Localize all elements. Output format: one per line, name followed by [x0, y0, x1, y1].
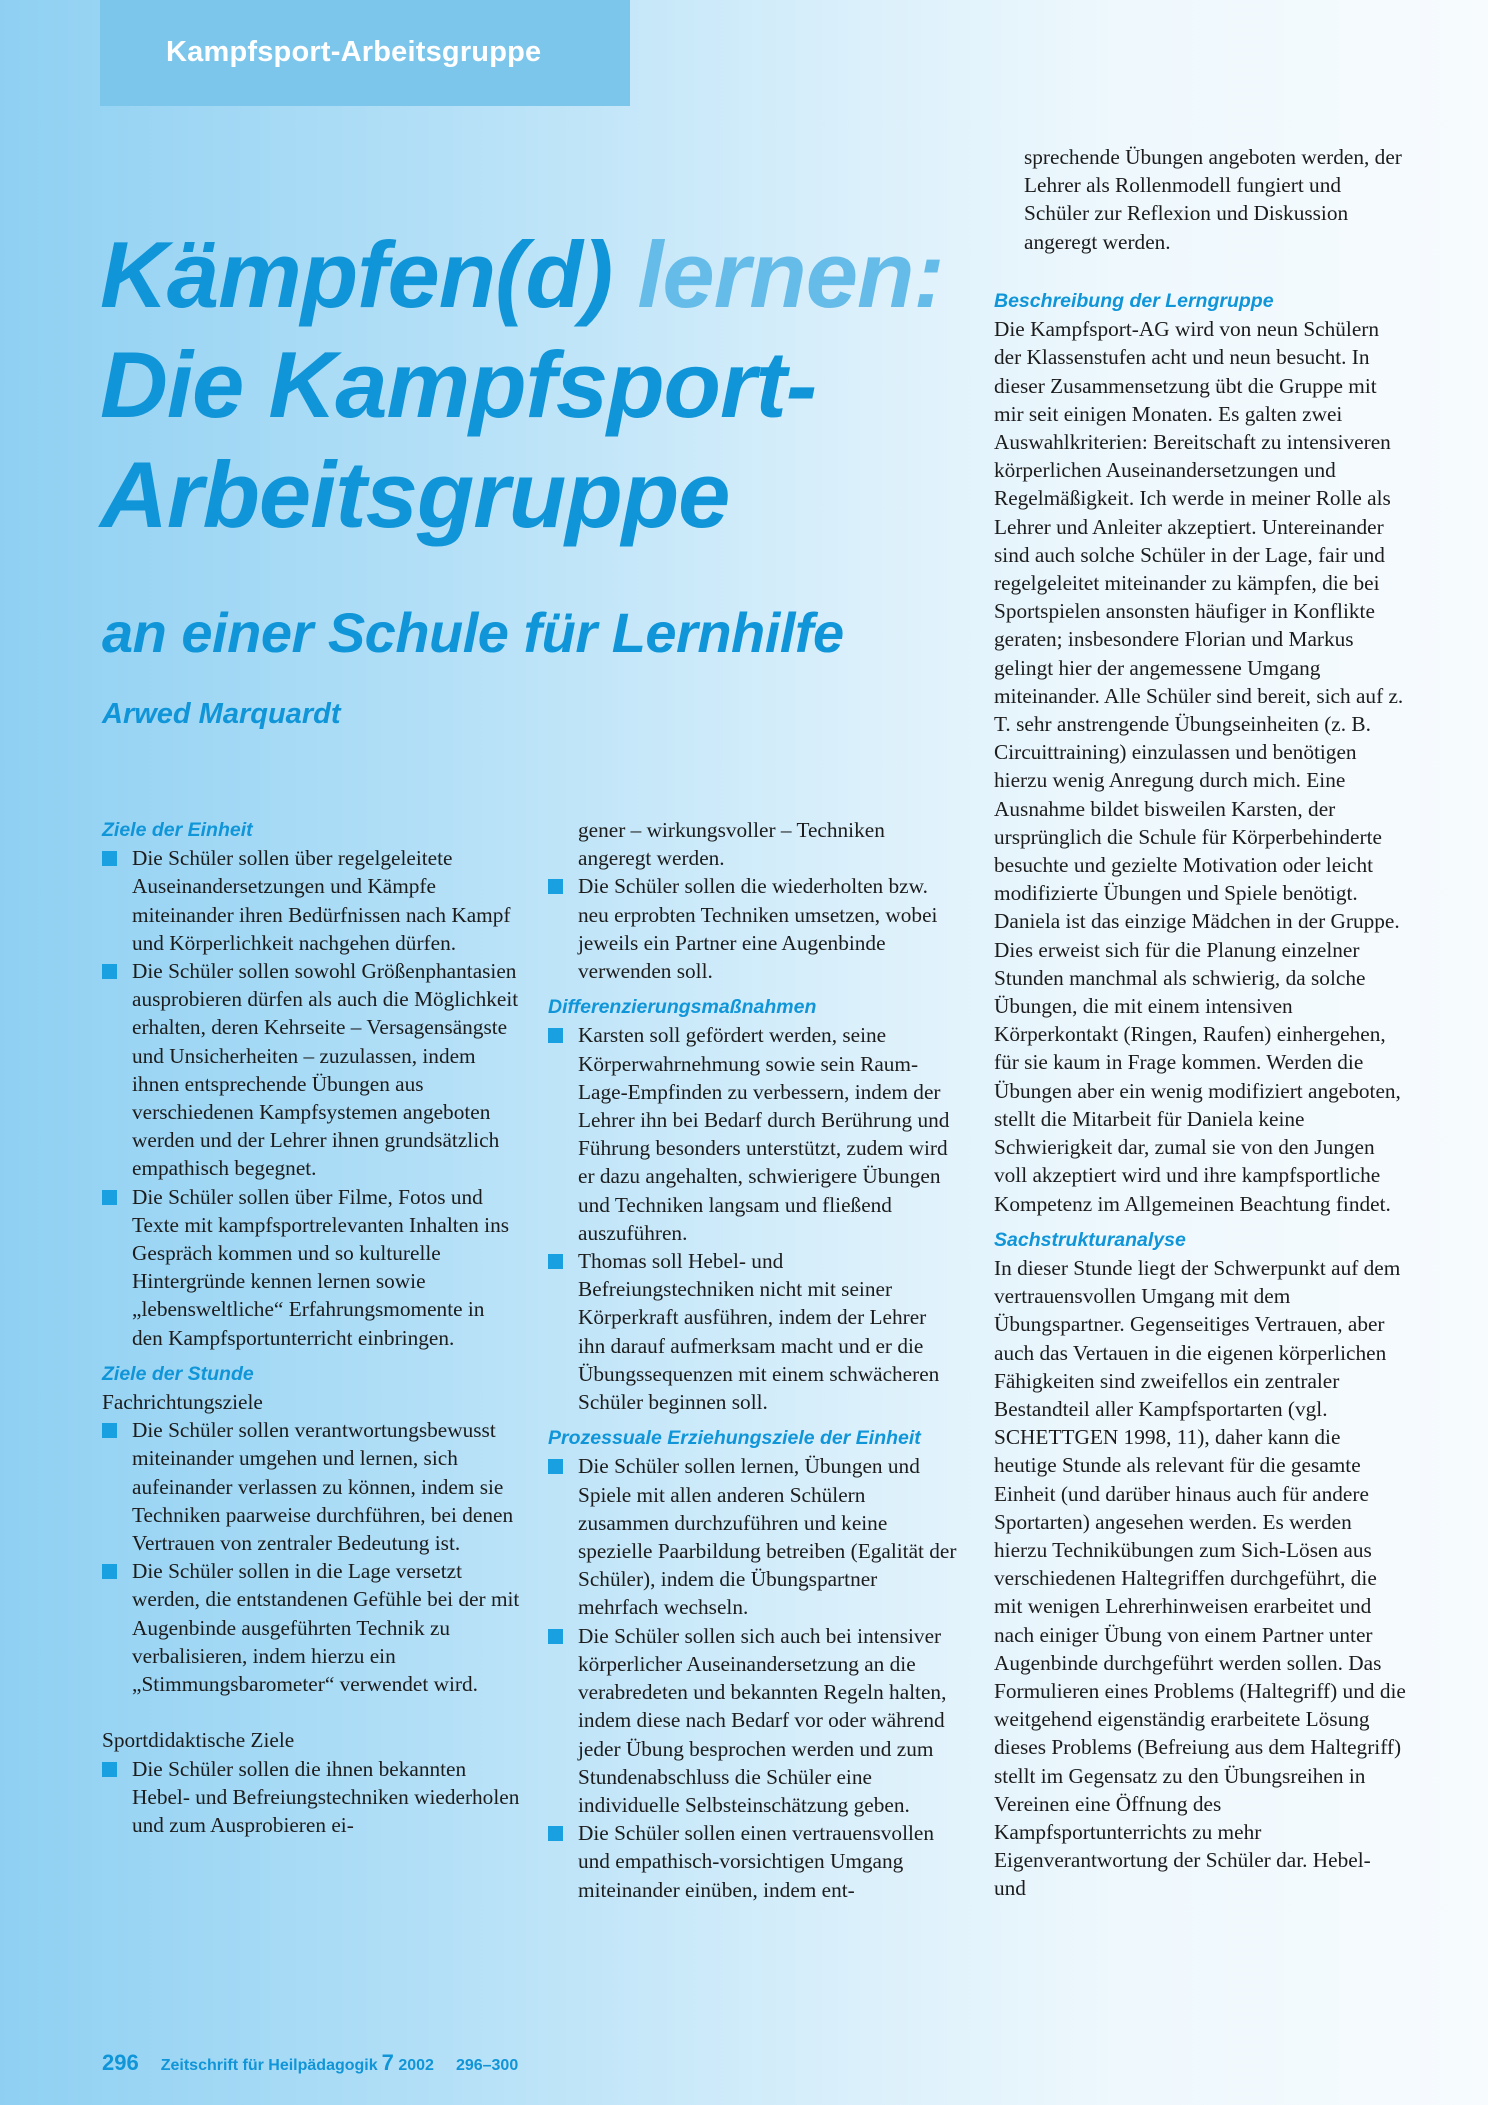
article-title [100, 220, 944, 550]
list-item: Die Schüler sollen sowohl Größenphantasien ausprobieren dürfen als auch die Möglichkeit erhalten, deren Kehrseite – Versagensängste und Unsicherheiten – zuzulassen, indem ihnen entsprechende Übungen aus verschiedenen Kampfsystemen angeboten werden und der Lehrer ihnen grundsätzlich empathisch begegnet. [102, 957, 520, 1183]
page-footer [102, 2050, 518, 2076]
paragraph-beschreibung-2: Daniela ist das einzige Mädchen in der Gruppe. Dies erweist sich für die Planung einzelner Stunden manchmal als schwierig, da solche Übungen, die mit einem intensiven Körperkontakt (Ringen, Raufen) einhergehen, für sie kaum in Frage kommen. Werden die Übungen aber ein wenig modifiziert angeboten, stellt die Mitarbeit für Daniela keine Schwierigkeit dar, zumal sie von den Jungen voll akzeptiert wird und ihre kampfsportliche Kompetenz im Allgemeinen Beachtung findet. [994, 909, 1401, 1216]
journal-name: Zeitschrift für Heilpädagogik [160, 2057, 378, 2074]
list-item: Die Schüler sollen sich auch bei intensiver körperlicher Auseinandersetzung an die verabredeten und bekannten Regeln halten, indem diese nach Bedarf vor oder während jeder Übung besprochen werden und zum Stundenabschluss die Schüler eine individuelle Selbsteinschätzung geben. [548, 1622, 958, 1819]
text-column-3 [994, 287, 1406, 1903]
list-item: Karsten soll gefördert werden, seine Körperwahrnehmung sowie sein Raum-Lage-Empfinden zu verbessern, indem der Lehrer ihn bei Bedarf durch Berührung und Führung besonders unterstützt, zudem wird er dazu angehalten, schwierigere Übungen und Techniken langsam und fließend auszuführen. [548, 1021, 958, 1247]
article-subtitle: an einer Schule für Lernhilfe [102, 601, 844, 664]
paragraph-beschreibung-1: Die Kampfsport-AG wird von neun Schülern der Klassenstufen acht und neun besucht. In dieser Zusammensetzung übt die Gruppe mit mir seit einigen Monaten. Es galten zwei Auswahlkriterien: Bereitschaft zu intensiveren körperlichen Auseinandersetzungen und Regelmäßigkeit. Ich werde in meiner Rolle als Lehrer und Anleiter akzeptiert. Untereinander sind auch solche Schüler in der Lage, fair und regelgeleitet miteinander zu kämpfen, die bei Sportspielen ansonsten häufiger in Konflikte geraten; insbesondere Florian und Markus gelingt hier der angemessene Umgang miteinander. Alle Schüler sind bereit, sich auf z. T. sehr anstrengende Übungseinheiten (z. B. Circuittraining) einzulassen und benötigen hierzu wenig Anregung durch mich. Eine Ausnahme bildet bisweilen Karsten, der ursprünglich die Schule für Körperbehinderte besuchte und gezielte Motivation oder leicht modifizierte Übungen und Spiele benötigt. [994, 317, 1404, 906]
article-author: Arwed Marquardt [102, 698, 341, 730]
text-column-2 [548, 816, 958, 1904]
list-item: Die Schüler sollen in die Lage versetzt werden, die entstandenen Gefühle bei der mit Augenbinde ausgeführten Technik zu verbalisieren, indem hierzu ein „Stimmungsbarometer“ verwendet wird. [102, 1557, 520, 1698]
journal-info [161, 2050, 434, 2076]
title-line3: Arbeitsgruppe [100, 442, 730, 547]
list-item: Thomas soll Hebel- und Befreiungstechniken nicht mit seiner Körperkraft ausführen, indem der Lehrer ihn darauf aufmerksam macht und er die Übungssequenzen mit einem schwächeren Schüler beginnen soll. [548, 1247, 958, 1416]
section-header-band [100, 0, 630, 106]
title-line2: Die Kampfsport- [100, 332, 817, 437]
journal-year: 2002 [398, 2057, 434, 2074]
heading-sachstruktur: Sachstrukturanalyse [994, 1228, 1186, 1251]
list-item: Die Schüler sollen über Filme, Fotos und Texte mit kampfsportrelevanten Inhalten ins Gespräch kommen und so kulturelle Hintergründe kennen lernen sowie „lebensweltliche“ Erfahrungsmomente in den Kampfsportunterricht einbringen. [102, 1183, 520, 1352]
continued-text-col3: sprechende Übungen angeboten werden, der Lehrer als Rollenmodell fungiert und Schüler zur Reflexion und Diskussion angeregt werden. [1024, 145, 1402, 254]
heading-ziele-stunde: Ziele der Stunde [102, 1362, 254, 1385]
subheading-fachrichtungsziele: Fachrichtungsziele [102, 1390, 263, 1415]
list-item: Die Schüler sollen verantwortungsbewusst miteinander umgehen und lernen, sich aufeinander verlassen zu können, indem sie Techniken paarweise durchführen, bei denen Vertrauen von zentraler Bedeutung ist. [102, 1416, 520, 1557]
heading-ziele-einheit: Ziele der Einheit [102, 819, 253, 841]
list-fachrichtungsziele [102, 1416, 520, 1698]
subheading-sportdidaktische-ziele: Sportdidaktische Ziele [102, 1728, 295, 1753]
continued-text: gener – wirkungsvoller – Techniken angeregt werden. [578, 818, 885, 871]
title-part2: lernen: [637, 222, 944, 327]
list-item: Die Schüler sollen lernen, Übungen und Spiele mit allen anderen Schülern zusammen durchzuführen und keine spezielle Paarbildung betreiben (Egalität der Schüler), indem die Übungspartner mehrfach wechseln. [548, 1452, 958, 1621]
list-item: Die Schüler sollen die wiederholten bzw. neu erprobten Techniken umsetzen, wobei jeweils ein Partner eine Augenbinde verwenden soll. [548, 872, 958, 985]
list-prozessual [548, 1452, 958, 1903]
list-sportdidaktische-ziele [102, 1755, 520, 1840]
list-continued [548, 872, 958, 985]
page-number: 296 [102, 2050, 139, 2075]
title-part1: Kämpfen(d) [100, 222, 638, 327]
list-differenzierung [548, 1021, 958, 1416]
list-ziele-einheit [102, 844, 520, 1352]
list-item: Die Schüler sollen über regelgeleitete Auseinandersetzungen und Kämpfe miteinander ihren Bedürfnissen nach Kampf und Körperlichkeit nachgehen dürfen. [102, 844, 520, 957]
journal-issue: 7 [381, 2050, 394, 2075]
heading-differenzierung: Differenzierungsmaßnahmen [548, 996, 817, 1019]
section-title: Kampfsport-Arbeitsgruppe [166, 36, 542, 68]
list-item: Die Schüler sollen einen vertrauensvollen und empathisch-vorsichtigen Umgang miteinander einüben, indem ent- [548, 1819, 958, 1904]
text-column-1 [102, 816, 520, 1839]
heading-beschreibung: Beschreibung der Lerngruppe [994, 290, 1274, 312]
list-item: Die Schüler sollen die ihnen bekannten Hebel- und Befreiungstechniken wiederholen und zum Ausprobieren ei- [102, 1755, 520, 1840]
paragraph-sachstruktur: In dieser Stunde liegt der Schwerpunkt auf dem vertrauensvollen Umgang mit dem Übungspartner. Gegenseitiges Vertrauen, aber auch das Vertauen in die eigenen körperlichen Fähigkeiten sind zweifellos ein zentraler Bestandteil aller Kampfsportarten (vgl. SCHETTGEN 1998, 11), daher kann die heutige Stunde als relevant für die gesamte Einheit (und darüber hinaus auch für andere Sportarten) angesehen werden. Es werden hierzu Technikübungen zum Sich-Lösen aus verschiedenen Haltegriffen durchgeführt, die mit wenigen Lehrerhinweisen erarbeitet und nach einiger Übung von einem Partner unter Augenbinde durchgeführt werden sollen. Das Formulieren eines Problems (Haltegriff) und die weitgehend eigenständig erarbeitete Lösung dieses Problems (Befreiung aus dem Haltegriff) stellt im Gegensatz zu den Übungsreihen in Vereinen eine Öffnung des Kampfsportunterrichts zu mehr Eigenverantwortung der Schüler dar. Hebel- und [994, 1255, 1406, 1901]
page-range: 296–300 [455, 2057, 519, 2074]
heading-prozessual: Prozessuale Erziehungsziele der Einheit [548, 1427, 921, 1450]
